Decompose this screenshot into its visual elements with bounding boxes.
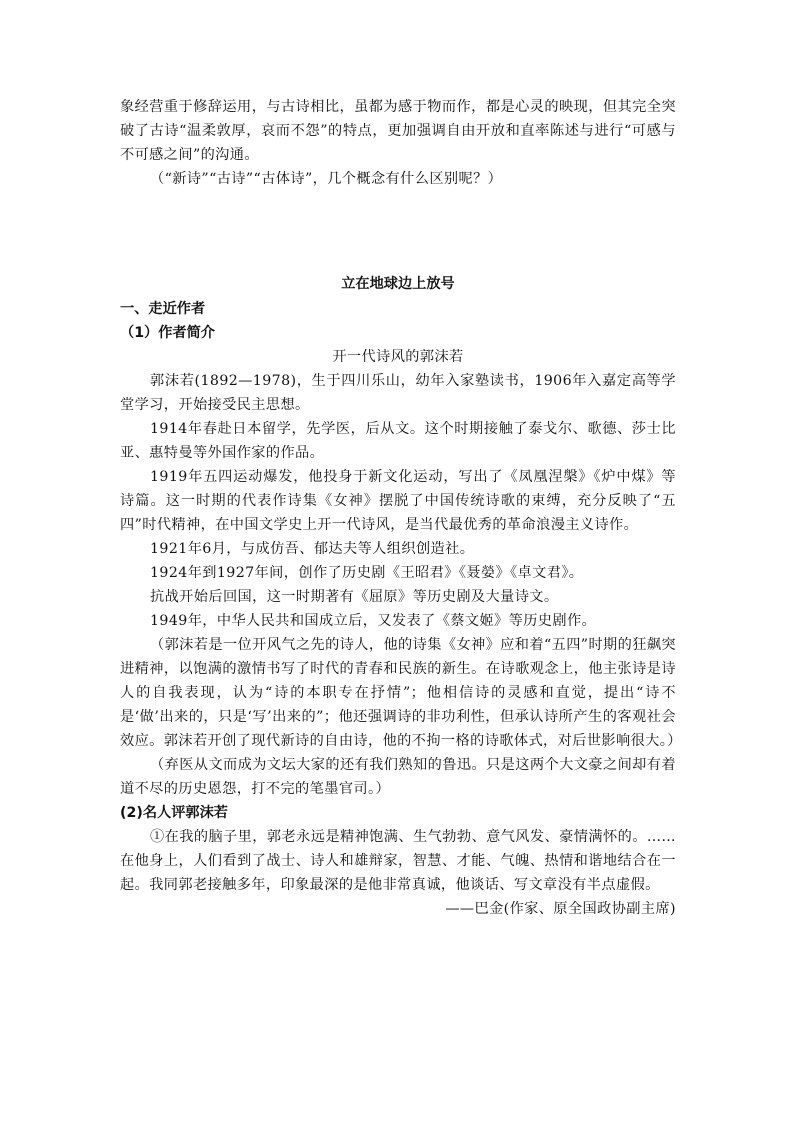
bio-note: （弃医从文而成为文坛大家的还有我们熟知的鲁迅。只是这两个大文豪之间却有着道不尽的历史恩怨，打不完的笔墨官司。）: [120, 757, 676, 797]
section-heading: 一、走近作者: [120, 301, 206, 317]
document-page: [120, 95, 682, 921]
bio-paragraph: 1914年春赴日本留学，先学医，后从文。这个时期接触了泰戈尔、歌德、莎士比亚、惠特曼等外国作家的作品。: [120, 421, 676, 461]
bio-paragraph: 抗战开始后回国，这一时期著有《屈原》等历史剧及大量诗文。: [150, 589, 559, 605]
spacer: [120, 191, 676, 272]
bio-paragraph: 1949年，中华人民共和国成立后，又发表了《蔡文姬》等历史剧作。: [150, 613, 597, 629]
subsection-heading-reviews: (2)名人评郭沫若: [120, 805, 228, 821]
quote-source: ——巴金(作家、原全国政协副主席): [445, 901, 676, 917]
bio-paragraph: 1919年五四运动爆发，他投身于新文化运动，写出了《凤凰涅槃》《炉中煤》等诗篇。这一时期的代表作诗集《女神》摆脱了中国传统诗歌的束缚，充分反映了“五四”时代精神，在中国文学史上开一代诗风，是当代最优秀的革命浪漫主义诗作。: [120, 469, 676, 533]
bio-paragraph: 1924年到1927年间，创作了历史剧《王昭君》《聂嫈》《卓文君》。: [150, 565, 584, 581]
bio-commentary: （郭沫若是一位开风气之先的诗人，他的诗集《女神》应和着“五四”时期的狂飙突进精神，以饱满的激情书写了时代的青春和民族的新生。在诗歌观念上，他主张诗是诗人的自我表现，认为“诗的本职专在抒情”；他相信诗的灵感和直觉，提出“诗不是‘做’出来的，只是‘写’出来的”；他还强调诗的非功利性，但承认诗所产生的客观社会效应。郭沫若开创了现代新诗的自由诗，他的不拘一格的诗歌体式，对后世影响很大。）: [120, 637, 682, 749]
lesson-title: 立在地球边上放号: [341, 276, 455, 292]
intro-paragraph: 象经营重于修辞运用，与古诗相比，虽都为感于物而作，都是心灵的映现，但其完全突破了古诗“温柔敦厚，哀而不怨”的特点，更加强调自由开放和直率陈述与进行“可感与不可感之间”的沟通。: [120, 99, 676, 163]
bio-paragraph: 1921年6月，与成仿吾、郁达夫等人组织创造社。: [150, 541, 475, 557]
subsection-heading-bio: （1）作者简介: [120, 325, 215, 341]
bio-title: 开一代诗风的郭沫若: [332, 349, 464, 365]
bio-paragraph: 郭沫若(1892—1978)，生于四川乐山，幼年入家塾读书，1906年入嘉定高等学堂学习，开始接受民主思想。: [120, 373, 676, 413]
quote-paragraph: ①在我的脑子里，郭老永远是精神饱满、生气勃勃、意气风发、豪情满怀的。……在他身上，人们看到了战士、诗人和雄辩家，智慧、才能、气魄、热情和谐地结合在一起。我同郭老接触多年，印象最深的是他非常真诚，他谈话、写文章没有半点虚假。: [120, 829, 676, 893]
intro-question: （“新诗”“古诗”“古体诗”，几个概念有什么区别呢？）: [150, 171, 503, 187]
